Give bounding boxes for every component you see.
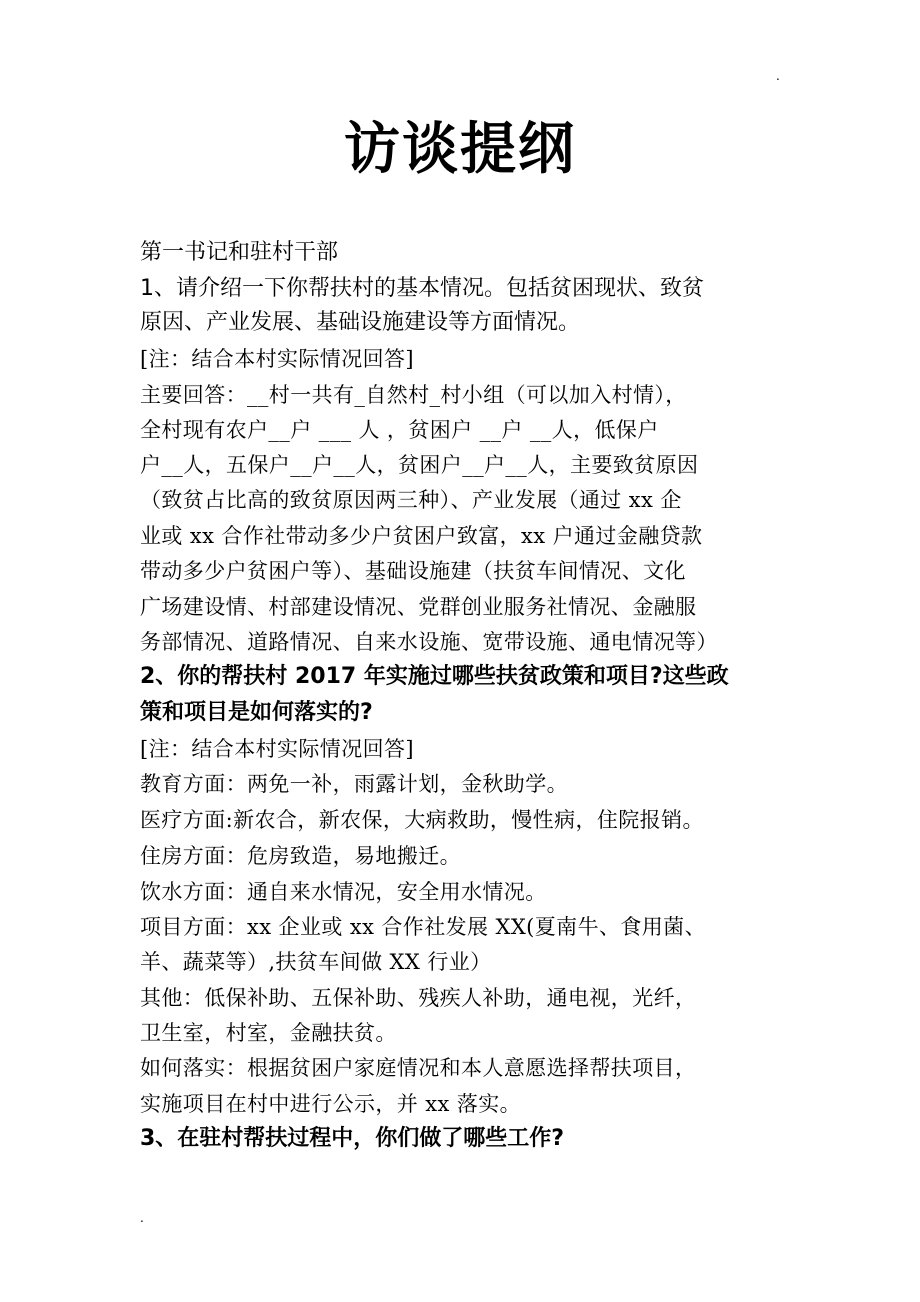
- question-2-line-1: 2、你的帮扶村 2017 年实施过哪些扶贫政策和项目?这些政: [140, 664, 729, 689]
- question-3-line-1: 3、在驻村帮扶过程中，你们做了哪些工作?: [140, 1126, 565, 1151]
- answer-1-line-1: 主要回答：__村一共有_自然村_村小组（可以加入村情），: [140, 383, 687, 407]
- answer-1-line-6: 带动多少户贫困户等）、基础设施建（扶贫车间情况、文化: [140, 559, 686, 583]
- answer-1-line-7: 广场建设情、村部建设情况、党群创业服务社情况、金融服: [140, 595, 697, 619]
- answer-1-line-8: 务部情况、道路情况、自来水设施、宽带设施、通电情况等）: [140, 630, 718, 654]
- question-2-line-2: 策和项目是如何落实的?: [140, 700, 373, 725]
- answer-2-line-3: 住房方面：危房致造，易地搬迁。: [140, 844, 461, 868]
- corner-mark-top: .: [776, 69, 780, 83]
- answer-2-line-9: 如何落实：根据贫困户家庭情况和本人意愿选择帮扶项目，: [140, 1056, 697, 1080]
- answer-2-line-8: 卫生室，村室，金融扶贫。: [140, 1021, 397, 1045]
- document-title: 访谈提纲: [344, 117, 576, 182]
- answer-1-line-5: 业或 xx 合作社带动多少户贫困户致富，xx 户通过金融贷款: [140, 524, 703, 548]
- question-1-line-1: 1、请介绍一下你帮扶村的基本情况。包括贫困现状、致贫: [140, 276, 704, 301]
- answer-1-line-2: 全村现有农户__户 ___ 人 ，贫困户 __户 __人，低保户: [140, 418, 659, 442]
- corner-mark-bottom: .: [140, 1211, 144, 1225]
- answer-2-line-7: 其他：低保补助、五保补助、残疾人补助，通电视，光纤，: [140, 986, 697, 1010]
- question-1-line-2: 原因、产业发展、基础设施建设等方面情况。: [140, 310, 581, 335]
- answer-2-line-10: 实施项目在村中进行公示，并 xx 落实。: [140, 1092, 522, 1116]
- answer-2-line-6: 羊、蔬菜等）,扶贫车间做 XX 行业）: [140, 950, 492, 974]
- answer-2-line-5: 项目方面：xx 企业或 xx 合作社发展 XX(夏南牛、食用菌、: [140, 915, 706, 939]
- answer-1-line-4: （致贫占比高的致贫原因两三种）、产业发展（通过 xx 企: [140, 488, 682, 512]
- answer-2-line-4: 饮水方面：通自来水情况，安全用水情况。: [140, 880, 547, 904]
- question-2-note: [注：结合本村实际情况回答]: [140, 737, 414, 761]
- answer-1-line-3: 户__人，五保户__户__人，贫困户__户__人，主要致贫原因: [140, 453, 699, 477]
- answer-2-line-1: 教育方面：两免一补，雨露计划，金秋助学。: [140, 772, 568, 796]
- section-heading: 第一书记和驻村干部: [140, 240, 339, 265]
- answer-2-line-2: 医疗方面:新农合，新农保，大病救助，慢性病，住院报销。: [140, 808, 704, 832]
- question-1-note: [注：结合本村实际情况回答]: [140, 347, 414, 371]
